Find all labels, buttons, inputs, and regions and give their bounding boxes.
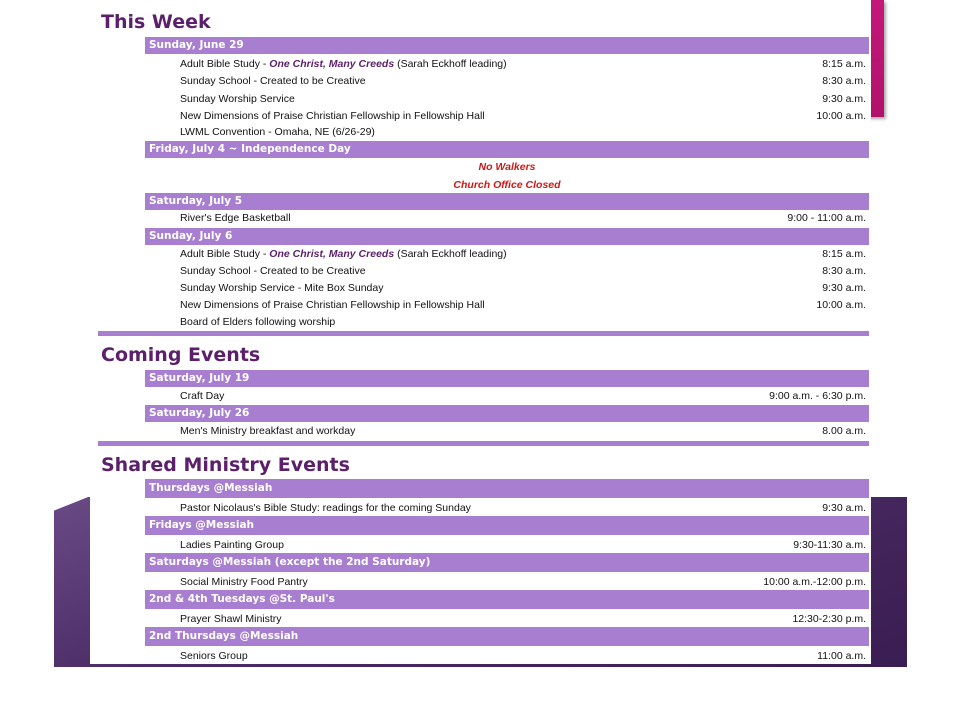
event-time: 10:00 a.m.: [816, 299, 866, 311]
event-time: 8.00 a.m.: [822, 425, 866, 437]
event-food-pantry: Social Ministry Food Pantry: [180, 576, 308, 588]
this-week-heading: This Week: [101, 11, 211, 33]
day-header-friday-july4: Friday, July 4 ~ Independence Day: [145, 141, 869, 158]
shared-ministry-heading: Shared Ministry Events: [101, 454, 350, 476]
day-header-saturday-july5: Saturday, July 5: [145, 193, 869, 210]
day-header-saturday-july19: Saturday, July 19: [145, 370, 869, 387]
event-basketball: River's Edge Basketball: [180, 212, 291, 224]
group-header-thursdays-messiah: Thursdays @Messiah: [145, 479, 869, 498]
group-header-fridays-messiah: Fridays @Messiah: [145, 516, 869, 535]
event-time: 11:00 a.m.: [817, 650, 866, 662]
notice-office-closed: Church Office Closed: [453, 179, 561, 191]
day-header-sunday-july6: Sunday, July 6: [145, 228, 869, 245]
event-sunday-school-july6: Sunday School - Created to be Creative: [180, 265, 366, 277]
section-divider: [98, 331, 869, 336]
event-mens-ministry: Men's Ministry breakfast and workday: [180, 425, 356, 437]
event-adult-bible-study-july6: Adult Bible Study - One Christ, Many Creeds (Sarah Eckhoff leading): [180, 248, 507, 260]
event-craft-day: Craft Day: [180, 390, 225, 402]
event-time: 8:15 a.m.: [822, 58, 866, 70]
event-time: 8:30 a.m.: [822, 75, 866, 87]
bible-study-title: One Christ, Many Creeds: [269, 58, 395, 70]
event-worship-june29: Sunday Worship Service: [180, 93, 295, 105]
event-time: 8:15 a.m.: [822, 248, 866, 260]
notice-no-walkers: No Walkers: [478, 161, 536, 173]
coming-events-heading: Coming Events: [101, 344, 261, 366]
day-header-sunday-june29: Sunday, June 29: [145, 37, 869, 54]
event-worship-july6: Sunday Worship Service - Mite Box Sunday: [180, 282, 384, 294]
section-divider: [98, 441, 869, 446]
event-time: 9:30 a.m.: [822, 93, 866, 105]
group-header-saturdays-messiah: Saturdays @Messiah (except the 2nd Saturday): [145, 553, 869, 572]
event-time: 12:30-2:30 p.m.: [792, 613, 866, 625]
event-pastor-bible-study: Pastor Nicolaus's Bible Study: readings for the coming Sunday: [180, 502, 471, 514]
event-seniors-group: Seniors Group: [180, 650, 248, 662]
event-time: 9:00 - 11:00 a.m.: [787, 212, 866, 224]
event-lwml-convention: LWML Convention - Omaha, NE (6/26-29): [180, 126, 375, 138]
event-praise-fellowship-july6: New Dimensions of Praise Christian Fellowship in Fellowship Hall: [180, 299, 485, 311]
event-prayer-shawl: Prayer Shawl Ministry: [180, 613, 282, 625]
event-adult-bible-study-june29: Adult Bible Study - One Christ, Many Creeds (Sarah Eckhoff leading): [180, 58, 507, 70]
event-time: 10:00 a.m.: [816, 110, 866, 122]
event-board-of-elders: Board of Elders following worship: [180, 316, 336, 328]
day-header-saturday-july26: Saturday, July 26: [145, 405, 869, 422]
event-time: 9:00 a.m. - 6:30 p.m.: [769, 390, 866, 402]
event-time: 9:30 a.m.: [822, 282, 866, 294]
event-time: 8:30 a.m.: [822, 265, 866, 277]
group-header-tuesdays-stpauls: 2nd & 4th Tuesdays @St. Paul's: [145, 590, 869, 609]
event-sunday-school-june29: Sunday School - Created to be Creative: [180, 75, 366, 87]
event-time: 10:00 a.m.-12:00 p.m.: [763, 576, 866, 588]
event-praise-fellowship-june29: New Dimensions of Praise Christian Fellowship in Fellowship Hall: [180, 110, 485, 122]
bible-study-title: One Christ, Many Creeds: [269, 248, 395, 260]
event-time: 9:30-11:30 a.m.: [793, 539, 866, 551]
event-ladies-painting: Ladies Painting Group: [180, 539, 284, 551]
event-time: 9:30 a.m.: [822, 502, 866, 514]
group-header-2nd-thursdays-messiah: 2nd Thursdays @Messiah: [145, 627, 869, 646]
